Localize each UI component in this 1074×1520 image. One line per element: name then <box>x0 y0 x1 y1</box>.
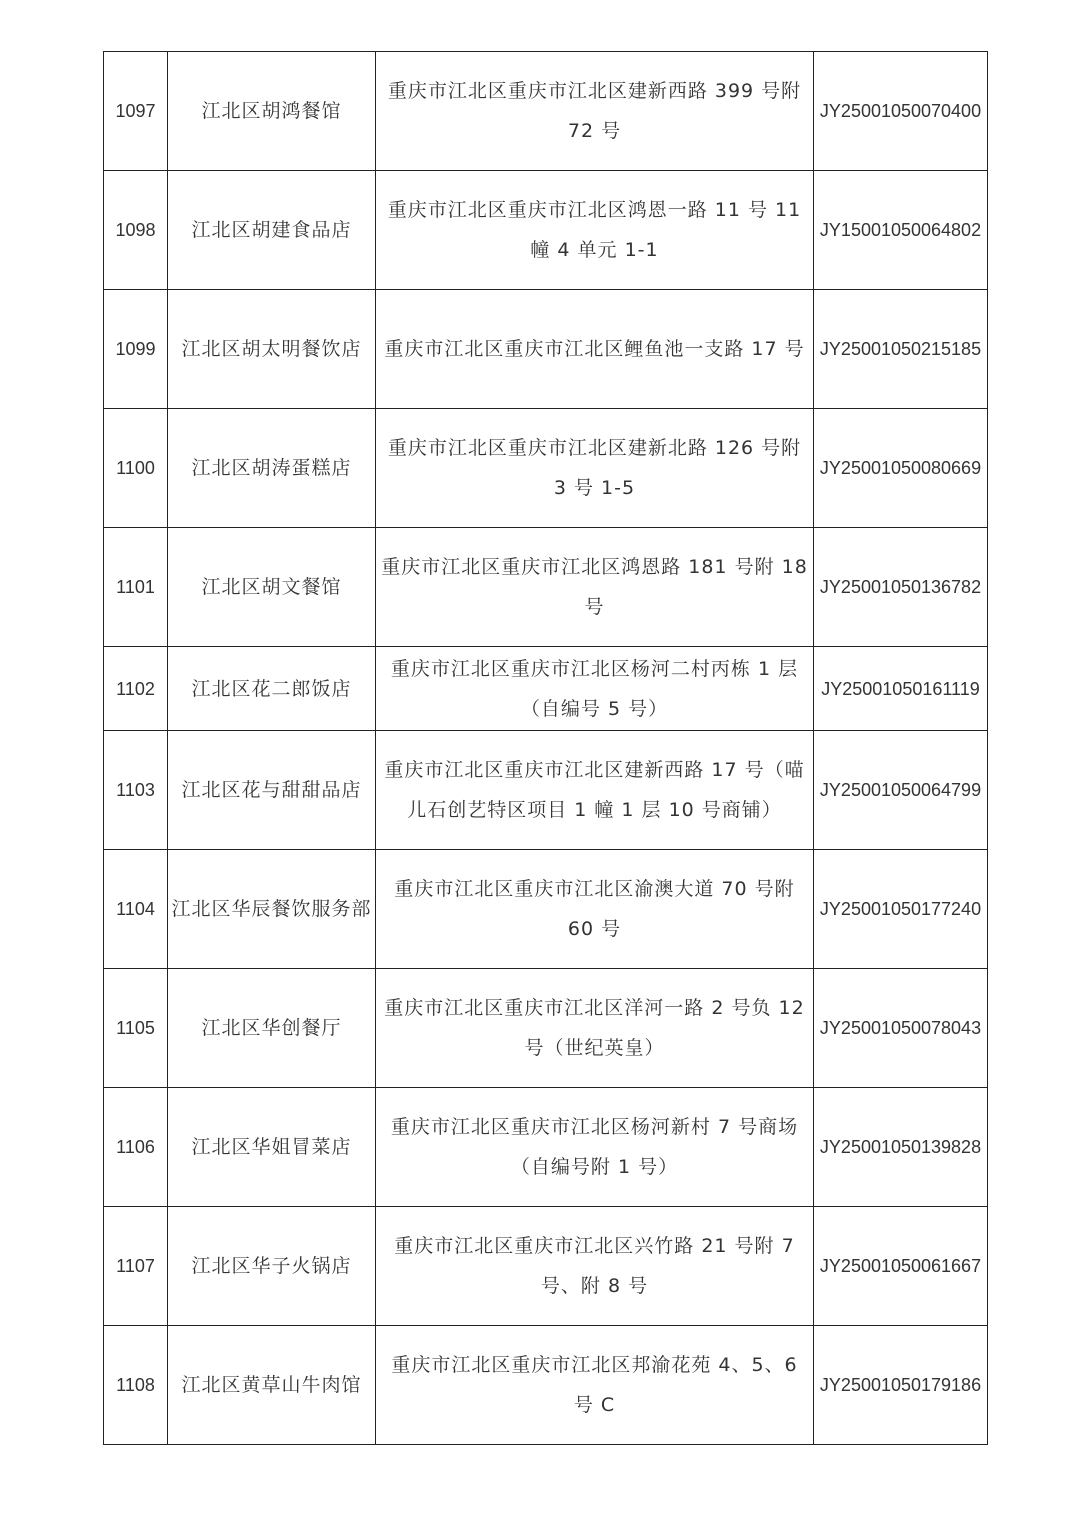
business-name: 江北区花二郎饭店 <box>168 647 376 731</box>
row-number: 1099 <box>104 290 168 409</box>
row-number: 1103 <box>104 731 168 850</box>
row-number: 1108 <box>104 1326 168 1445</box>
business-name: 江北区胡鸿餐馆 <box>168 52 376 171</box>
row-number: 1098 <box>104 171 168 290</box>
business-name: 江北区胡建食品店 <box>168 171 376 290</box>
row-number: 1102 <box>104 647 168 731</box>
business-name: 江北区胡太明餐饮店 <box>168 290 376 409</box>
table-row <box>104 850 988 969</box>
business-name: 江北区黄草山牛肉馆 <box>168 1326 376 1445</box>
license-number: JY25001050078043 <box>814 969 988 1088</box>
business-address: 重庆市江北区重庆市江北区渝澳大道 70 号附 60 号 <box>376 850 814 969</box>
license-number: JY25001050070400 <box>814 52 988 171</box>
row-number: 1106 <box>104 1088 168 1207</box>
row-number: 1101 <box>104 528 168 647</box>
table-row <box>104 1326 988 1445</box>
business-address: 重庆市江北区重庆市江北区建新西路 17 号（喵儿石创艺特区项目 1 幢 1 层 10 号商铺） <box>376 731 814 850</box>
table-row <box>104 52 988 171</box>
table-row <box>104 409 988 528</box>
license-number: JY25001050139828 <box>814 1088 988 1207</box>
table-row <box>104 969 988 1088</box>
row-number: 1097 <box>104 52 168 171</box>
business-name: 江北区华创餐厅 <box>168 969 376 1088</box>
license-number: JY25001050136782 <box>814 528 988 647</box>
business-address: 重庆市江北区重庆市江北区建新西路 399 号附 72 号 <box>376 52 814 171</box>
license-number: JY25001050061667 <box>814 1207 988 1326</box>
business-address: 重庆市江北区重庆市江北区杨河二村丙栋 1 层（自编号 5 号） <box>376 647 814 731</box>
table-row <box>104 528 988 647</box>
table-row <box>104 1088 988 1207</box>
business-address: 重庆市江北区重庆市江北区建新北路 126 号附 3 号 1-5 <box>376 409 814 528</box>
row-number: 1100 <box>104 409 168 528</box>
business-name: 江北区花与甜甜品店 <box>168 731 376 850</box>
business-address: 重庆市江北区重庆市江北区鲤鱼池一支路 17 号 <box>376 290 814 409</box>
business-name: 江北区胡涛蛋糕店 <box>168 409 376 528</box>
business-address: 重庆市江北区重庆市江北区鸿恩路 181 号附 18 号 <box>376 528 814 647</box>
license-number: JY25001050080669 <box>814 409 988 528</box>
row-number: 1105 <box>104 969 168 1088</box>
business-name: 江北区华辰餐饮服务部 <box>168 850 376 969</box>
business-address: 重庆市江北区重庆市江北区杨河新村 7 号商场（自编号附 1 号） <box>376 1088 814 1207</box>
license-number: JY15001050064802 <box>814 171 988 290</box>
business-address: 重庆市江北区重庆市江北区鸿恩一路 11 号 11 幢 4 单元 1-1 <box>376 171 814 290</box>
business-address: 重庆市江北区重庆市江北区邦渝花苑 4、5、6 号 C <box>376 1326 814 1445</box>
business-name: 江北区华姐冒菜店 <box>168 1088 376 1207</box>
license-number: JY25001050161119 <box>814 647 988 731</box>
records-table <box>103 51 988 1445</box>
business-address: 重庆市江北区重庆市江北区洋河一路 2 号负 12 号（世纪英皇） <box>376 969 814 1088</box>
license-number: JY25001050177240 <box>814 850 988 969</box>
license-number: JY25001050215185 <box>814 290 988 409</box>
business-address: 重庆市江北区重庆市江北区兴竹路 21 号附 7 号、附 8 号 <box>376 1207 814 1326</box>
row-number: 1107 <box>104 1207 168 1326</box>
license-number: JY25001050179186 <box>814 1326 988 1445</box>
table-row <box>104 171 988 290</box>
table-row <box>104 647 988 731</box>
table-row <box>104 290 988 409</box>
table-row <box>104 731 988 850</box>
row-number: 1104 <box>104 850 168 969</box>
table-row <box>104 1207 988 1326</box>
business-name: 江北区胡文餐馆 <box>168 528 376 647</box>
license-number: JY25001050064799 <box>814 731 988 850</box>
business-name: 江北区华子火锅店 <box>168 1207 376 1326</box>
